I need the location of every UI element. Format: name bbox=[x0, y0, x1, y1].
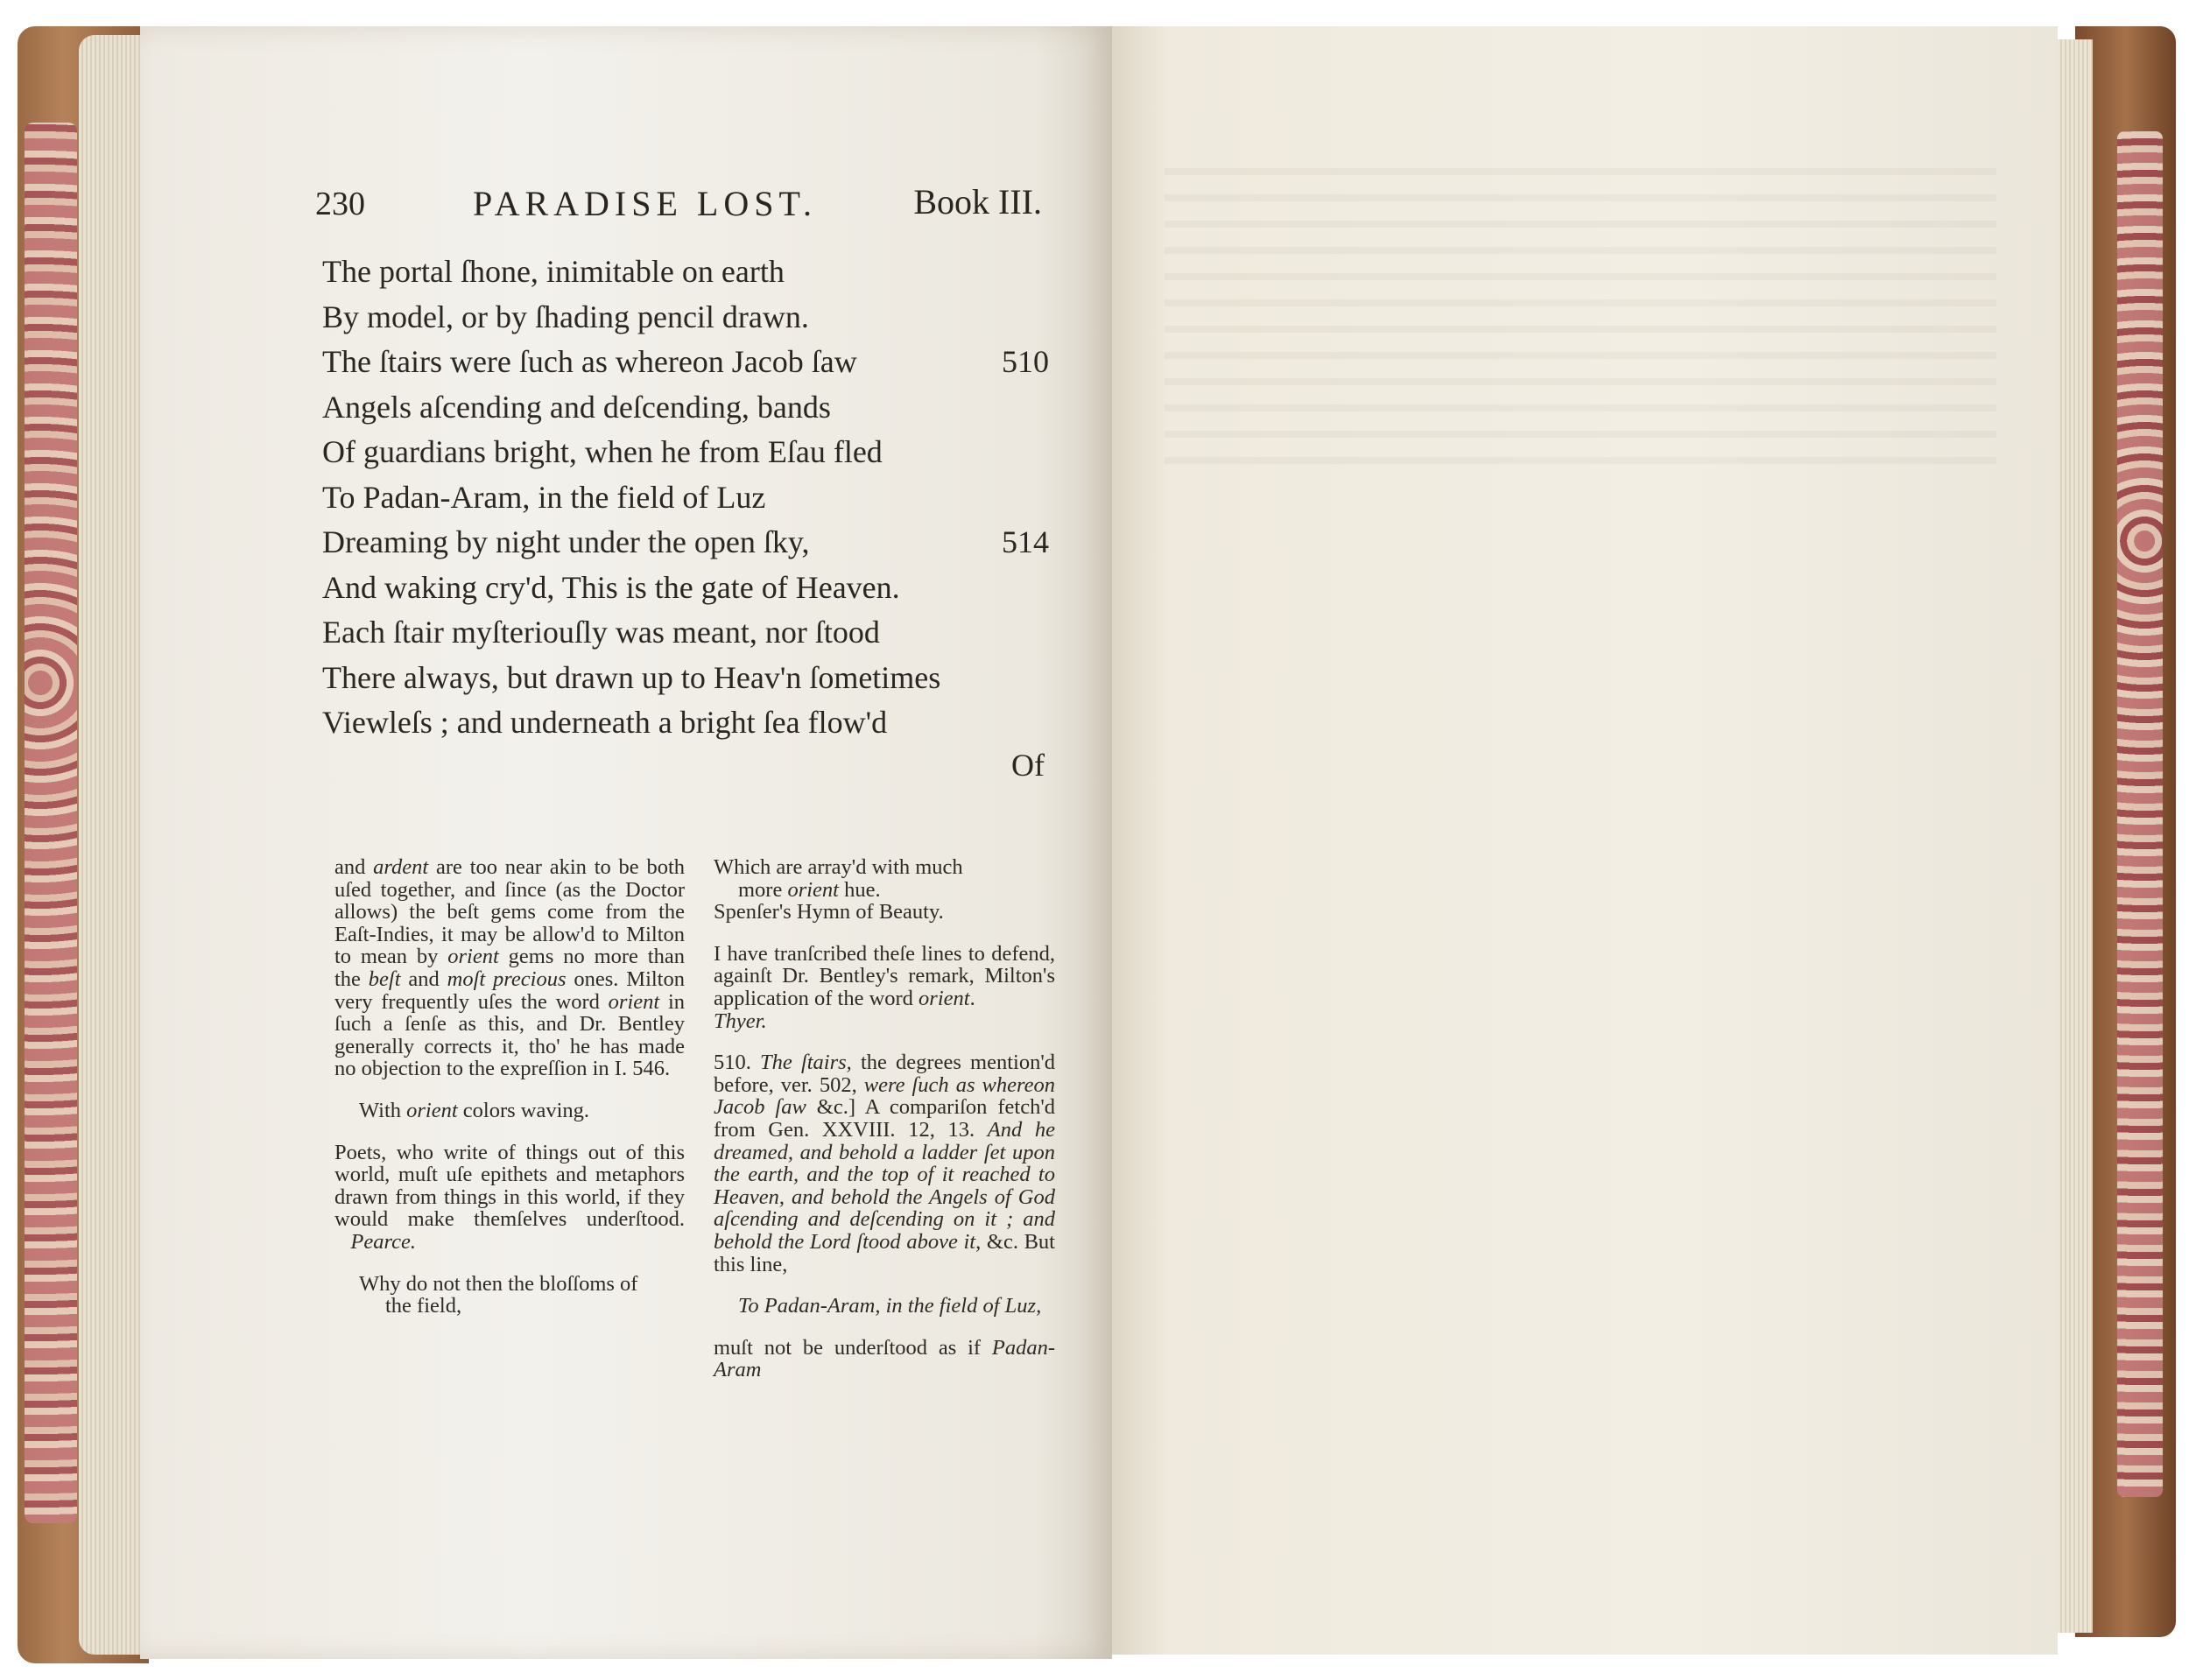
right-page bbox=[1112, 26, 2058, 1655]
note-quotation: the field, bbox=[385, 1294, 462, 1318]
verse-line: And waking cry'd, This is the gate of Heaven. bbox=[322, 569, 900, 605]
verse-line: Dreaming by night under the open ſky, 514 bbox=[322, 520, 1049, 566]
note-quotation: Which are array'd with much bbox=[714, 855, 963, 879]
notes-column-left bbox=[334, 856, 685, 1318]
verse-line: By model, or by ſhading pencil drawn. bbox=[322, 299, 809, 334]
book-label: Book III. bbox=[913, 182, 1042, 221]
line-number: 510 bbox=[1002, 344, 1049, 379]
notes-column-right bbox=[714, 856, 1055, 1381]
marbled-edge-right bbox=[2117, 131, 2163, 1497]
verse-line: Angels aſcending and deſcending, bands bbox=[322, 389, 831, 425]
verse-line: Each ſtair myſteriouſly was meant, nor ſtood bbox=[322, 615, 880, 650]
note-quotation: Why do not then the bloſſoms of bbox=[359, 1271, 638, 1296]
verse-block bbox=[322, 250, 1049, 746]
note-paragraph: Poets, who write of things out of this world, muſt uſe epithets and metaphors drawn from things in this world, if they would make themſelves underſtood. Pearce. bbox=[334, 1140, 685, 1254]
page-edges-left bbox=[79, 35, 149, 1655]
note-paragraph: muſt not be underſtood as if Padan-Aram bbox=[714, 1335, 1055, 1382]
verse-line: The ſtairs were ſuch as whereon Jacob ſaw 510 bbox=[322, 340, 1049, 385]
running-title: PARADISE LOST. bbox=[473, 184, 817, 223]
verse-line: The portal ſhone, inimitable on earth bbox=[322, 254, 785, 289]
marbled-edge-left bbox=[25, 123, 77, 1523]
note-attribution: Spenſer's Hymn of Beauty. bbox=[714, 900, 944, 924]
line-number: 514 bbox=[1002, 524, 1049, 559]
verse-line: To Padan-Aram, in the field of Luz bbox=[322, 479, 766, 515]
verse-line: Of guardians bright, when he from Eſau fled bbox=[322, 434, 883, 469]
verse-line: Viewleſs ; and underneath a bright ſea flow'd bbox=[322, 705, 888, 740]
catchword: Of bbox=[1011, 748, 1045, 783]
note-quotation: more orient hue. bbox=[738, 877, 881, 902]
note-paragraph: and ardent are too near akin to be both uſed together, and ſince (as the Doctor allows) the beſt gems come from the Eaſt-Indies, it may be allow'd to Milton to mean by orient gems no more than the beſt and moſt precious ones. Milton very frequently uſes the word orient in ſuch a ſenſe as this, and Dr. Bentley generally corrects it, tho' he has made no objection to the expreſſion in I. 546. bbox=[334, 855, 686, 1081]
note-attribution: Thyer. bbox=[714, 1009, 767, 1033]
note-quotation: With orient colors waving. bbox=[359, 1098, 590, 1122]
verse-line: There always, but drawn up to Heav'n ſometimes bbox=[322, 659, 941, 695]
page-header bbox=[315, 179, 1042, 223]
page-number: 230 bbox=[315, 186, 365, 222]
note-paragraph: 510. The ſtairs, the degrees mention'd before, ver. 502, were ſuch as whereon Jacob ſaw &c.] A compariſon fetch'd from Gen. XXVIII. 12, 13. And he dreamed, and behold a ladder ſet upon the earth, and the top of it reached to Heaven, and behold the Angels of God aſcending and deſcending on it ; and behold the Lord ſtood above it, &c. But this line, bbox=[714, 1051, 1056, 1276]
note-quotation: To Padan-Aram, in the field of Luz, bbox=[738, 1294, 1042, 1318]
note-paragraph: I have tranſcribed theſe lines to defend, againſt Dr. Bentley's remark, Milton's application of the word orient. bbox=[714, 941, 1055, 1010]
